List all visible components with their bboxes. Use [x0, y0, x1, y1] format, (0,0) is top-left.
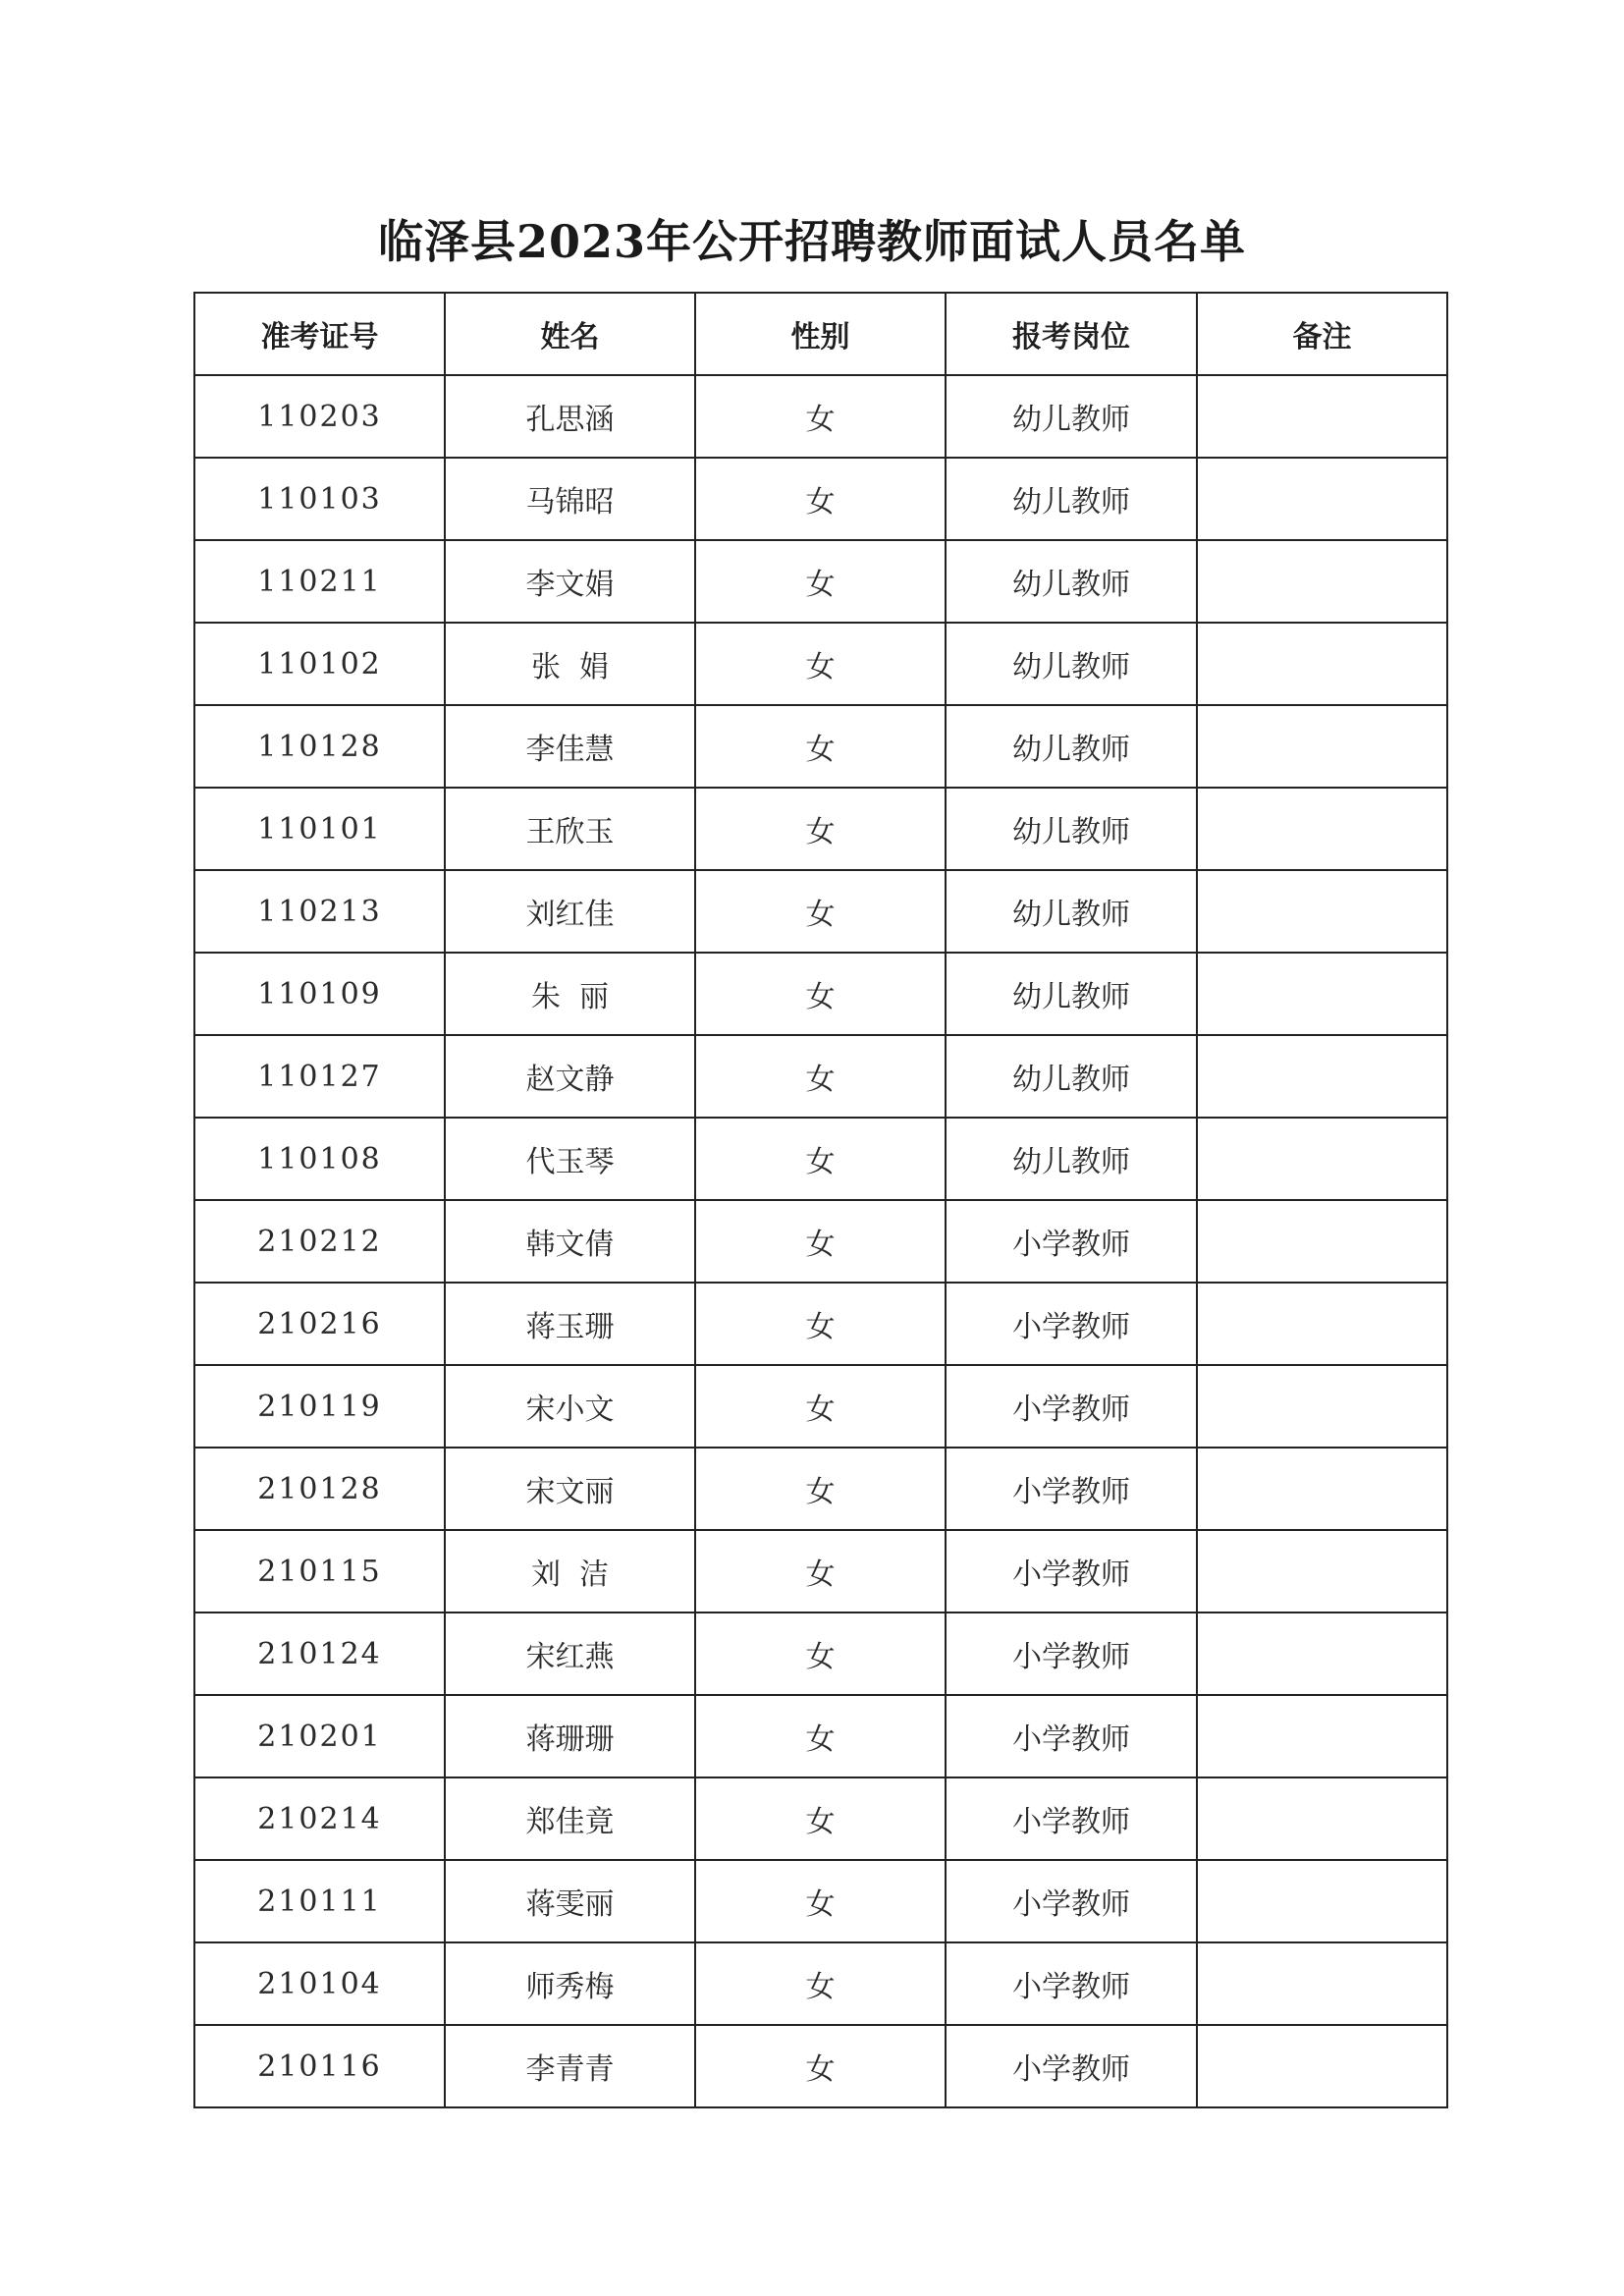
cell-gender: 女: [695, 953, 946, 1035]
cell-gender: 女: [695, 1695, 946, 1777]
cell-position: 小学教师: [946, 1613, 1197, 1695]
cell-exam-id: 210212: [194, 1200, 445, 1283]
table-row: [194, 870, 1447, 953]
cell-exam-id: 110103: [194, 458, 445, 540]
cell-note: [1197, 1777, 1447, 1860]
table-row: [194, 1777, 1447, 1860]
cell-note: [1197, 705, 1447, 788]
cell-exam-id: 210124: [194, 1613, 445, 1695]
header-gender: 性别: [695, 293, 946, 375]
cell-name: 孔思涵: [445, 375, 695, 458]
cell-position: 小学教师: [946, 1365, 1197, 1448]
cell-name: 李文娟: [445, 540, 695, 623]
cell-exam-id: 210216: [194, 1283, 445, 1365]
cell-exam-id: 210201: [194, 1695, 445, 1777]
cell-exam-id: 110128: [194, 705, 445, 788]
cell-position: 幼儿教师: [946, 788, 1197, 870]
cell-note: [1197, 2025, 1447, 2107]
header-position: 报考岗位: [946, 293, 1197, 375]
cell-note: [1197, 1942, 1447, 2025]
table-row: [194, 1695, 1447, 1777]
cell-gender: 女: [695, 1448, 946, 1530]
table-row: [194, 1035, 1447, 1118]
cell-gender: 女: [695, 375, 946, 458]
cell-position: 小学教师: [946, 1448, 1197, 1530]
cell-name: 宋红燕: [445, 1613, 695, 1695]
cell-exam-id: 110211: [194, 540, 445, 623]
cell-note: [1197, 953, 1447, 1035]
cell-position: 幼儿教师: [946, 705, 1197, 788]
cell-exam-id: 110102: [194, 623, 445, 705]
cell-note: [1197, 1365, 1447, 1448]
cell-exam-id: 110127: [194, 1035, 445, 1118]
cell-name: 代玉琴: [445, 1118, 695, 1200]
cell-position: 小学教师: [946, 1530, 1197, 1613]
cell-position: 小学教师: [946, 1695, 1197, 1777]
cell-name: 师秀梅: [445, 1942, 695, 2025]
table-row: [194, 788, 1447, 870]
cell-name: 蒋雯丽: [445, 1860, 695, 1942]
cell-note: [1197, 1035, 1447, 1118]
cell-name: 刘 洁: [445, 1530, 695, 1613]
cell-gender: 女: [695, 1530, 946, 1613]
cell-note: [1197, 1448, 1447, 1530]
table-row: [194, 375, 1447, 458]
cell-exam-id: 210116: [194, 2025, 445, 2107]
cell-note: [1197, 1118, 1447, 1200]
cell-gender: 女: [695, 1035, 946, 1118]
cell-gender: 女: [695, 540, 946, 623]
header-exam-id: 准考证号: [194, 293, 445, 375]
cell-exam-id: 110101: [194, 788, 445, 870]
cell-name: 宋小文: [445, 1365, 695, 1448]
cell-name: 蒋珊珊: [445, 1695, 695, 1777]
cell-position: 幼儿教师: [946, 953, 1197, 1035]
cell-note: [1197, 458, 1447, 540]
cell-position: 幼儿教师: [946, 623, 1197, 705]
cell-exam-id: 110203: [194, 375, 445, 458]
cell-position: 小学教师: [946, 1777, 1197, 1860]
table-row: [194, 458, 1447, 540]
cell-gender: 女: [695, 623, 946, 705]
cell-gender: 女: [695, 1283, 946, 1365]
header-row: [194, 293, 1447, 375]
cell-name: 李佳慧: [445, 705, 695, 788]
cell-exam-id: 210104: [194, 1942, 445, 2025]
cell-note: [1197, 1860, 1447, 1942]
page-title: 临泽县2023年公开招聘教师面试人员名单: [377, 215, 1247, 268]
cell-gender: 女: [695, 870, 946, 953]
cell-position: 幼儿教师: [946, 870, 1197, 953]
cell-exam-id: 210119: [194, 1365, 445, 1448]
table-row: [194, 1860, 1447, 1942]
cell-position: 幼儿教师: [946, 1035, 1197, 1118]
table-row: [194, 1448, 1447, 1530]
cell-gender: 女: [695, 1118, 946, 1200]
header-note: 备注: [1197, 293, 1447, 375]
table-row: [194, 1200, 1447, 1283]
cell-gender: 女: [695, 1365, 946, 1448]
cell-exam-id: 210111: [194, 1860, 445, 1942]
cell-position: 幼儿教师: [946, 1118, 1197, 1200]
cell-exam-id: 110108: [194, 1118, 445, 1200]
cell-name: 刘红佳: [445, 870, 695, 953]
cell-note: [1197, 540, 1447, 623]
table-row: [194, 540, 1447, 623]
table-row: [194, 1530, 1447, 1613]
cell-gender: 女: [695, 1613, 946, 1695]
cell-position: 小学教师: [946, 1860, 1197, 1942]
cell-position: 幼儿教师: [946, 458, 1197, 540]
cell-name: 郑佳竟: [445, 1777, 695, 1860]
header-name: 姓名: [445, 293, 695, 375]
cell-note: [1197, 1283, 1447, 1365]
table-row: [194, 623, 1447, 705]
table-header: [194, 293, 1447, 375]
cell-note: [1197, 1613, 1447, 1695]
cell-gender: 女: [695, 1200, 946, 1283]
table-row: [194, 2025, 1447, 2107]
cell-note: [1197, 1695, 1447, 1777]
table-row: [194, 1118, 1447, 1200]
cell-name: 李青青: [445, 2025, 695, 2107]
cell-exam-id: 210128: [194, 1448, 445, 1530]
cell-name: 赵文静: [445, 1035, 695, 1118]
table-row: [194, 1613, 1447, 1695]
cell-note: [1197, 1200, 1447, 1283]
cell-gender: 女: [695, 458, 946, 540]
table-row: [194, 1283, 1447, 1365]
cell-exam-id: 210115: [194, 1530, 445, 1613]
cell-position: 小学教师: [946, 1200, 1197, 1283]
cell-note: [1197, 788, 1447, 870]
table-row: [194, 1365, 1447, 1448]
cell-gender: 女: [695, 1777, 946, 1860]
cell-note: [1197, 623, 1447, 705]
table-row: [194, 953, 1447, 1035]
table-body: [194, 375, 1447, 2107]
cell-name: 蒋玉珊: [445, 1283, 695, 1365]
cell-exam-id: 110213: [194, 870, 445, 953]
table-row: [194, 1942, 1447, 2025]
cell-exam-id: 210214: [194, 1777, 445, 1860]
cell-position: 小学教师: [946, 2025, 1197, 2107]
cell-gender: 女: [695, 1942, 946, 2025]
cell-gender: 女: [695, 788, 946, 870]
interview-roster-table: [193, 292, 1448, 2108]
cell-exam-id: 110109: [194, 953, 445, 1035]
cell-gender: 女: [695, 1860, 946, 1942]
cell-position: 幼儿教师: [946, 375, 1197, 458]
cell-note: [1197, 870, 1447, 953]
cell-gender: 女: [695, 2025, 946, 2107]
cell-note: [1197, 1530, 1447, 1613]
cell-name: 朱 丽: [445, 953, 695, 1035]
cell-position: 小学教师: [946, 1283, 1197, 1365]
cell-name: 宋文丽: [445, 1448, 695, 1530]
cell-gender: 女: [695, 705, 946, 788]
cell-position: 小学教师: [946, 1942, 1197, 2025]
cell-name: 马锦昭: [445, 458, 695, 540]
cell-position: 幼儿教师: [946, 540, 1197, 623]
cell-name: 王欣玉: [445, 788, 695, 870]
table-row: [194, 705, 1447, 788]
cell-note: [1197, 375, 1447, 458]
cell-name: 张 娟: [445, 623, 695, 705]
cell-name: 韩文倩: [445, 1200, 695, 1283]
